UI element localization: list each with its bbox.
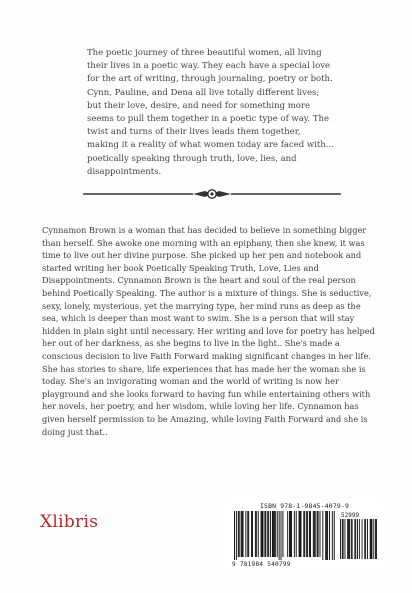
isbn-barcode [228,500,381,570]
author-bio: Cynnamon Brown is a woman that has decided to believe in something bigger than herself. She awoke one morning with an epiphany, then she knew, it was time to live out her divine purpose. She picked up her pen and notebook and started writing her book Poetically Speaking Truth, Love, Lies and Disappointments. Cynnamon Brown is the heart and soul of the real person behind Poetically Speaking. The author is a mixture of things. She is seductive, sexy, lonely, mysterious, yet the marrying type, her mind runs as deep as the sea, which is deeper than most want to swim. She is a person that will stay hidden in plain sight until necessary. Her writing and love for poetry has helped her out of her darkness, as she begins to live in the light.. She's made a conscious decision to live Faith Forward making significant changes in her life. She has stories to share, life experiences that has made her the woman she is today. She's an invigorating woman and the world of writing is now her playground and she looks forward to having fun while entertaining others with her novels, her poetry, and her wisdom, while loving her life. Cynnamon has given herself permission to be Amazing, while loving Faith Forward and she is doing just that.. [42,225,375,437]
book-blurb: The poetic journey of three beautiful women, all living their lives in a poetic way. They each have a special love for the art of writing, through journaling, poetry or both. Cynn, Pauline, and Dena all live totally different lives; but their love, desire, and need for something more seems to pull them together in a poetic type of way. The twist and turns of their lives leads them together, making it a reality of what women today are faced with... poetically speaking through truth, love, lies, and disappointments. [87,48,334,177]
publisher-logo: Xlibris [40,512,99,532]
barcode-digits: 9 781984 540799 [232,561,291,568]
price-code: 52999 [341,512,360,519]
barcode-bars [228,511,381,561]
isbn-number: ISBN 978-1-9845-4079-9 [259,502,350,510]
ornament-divider [83,187,341,201]
